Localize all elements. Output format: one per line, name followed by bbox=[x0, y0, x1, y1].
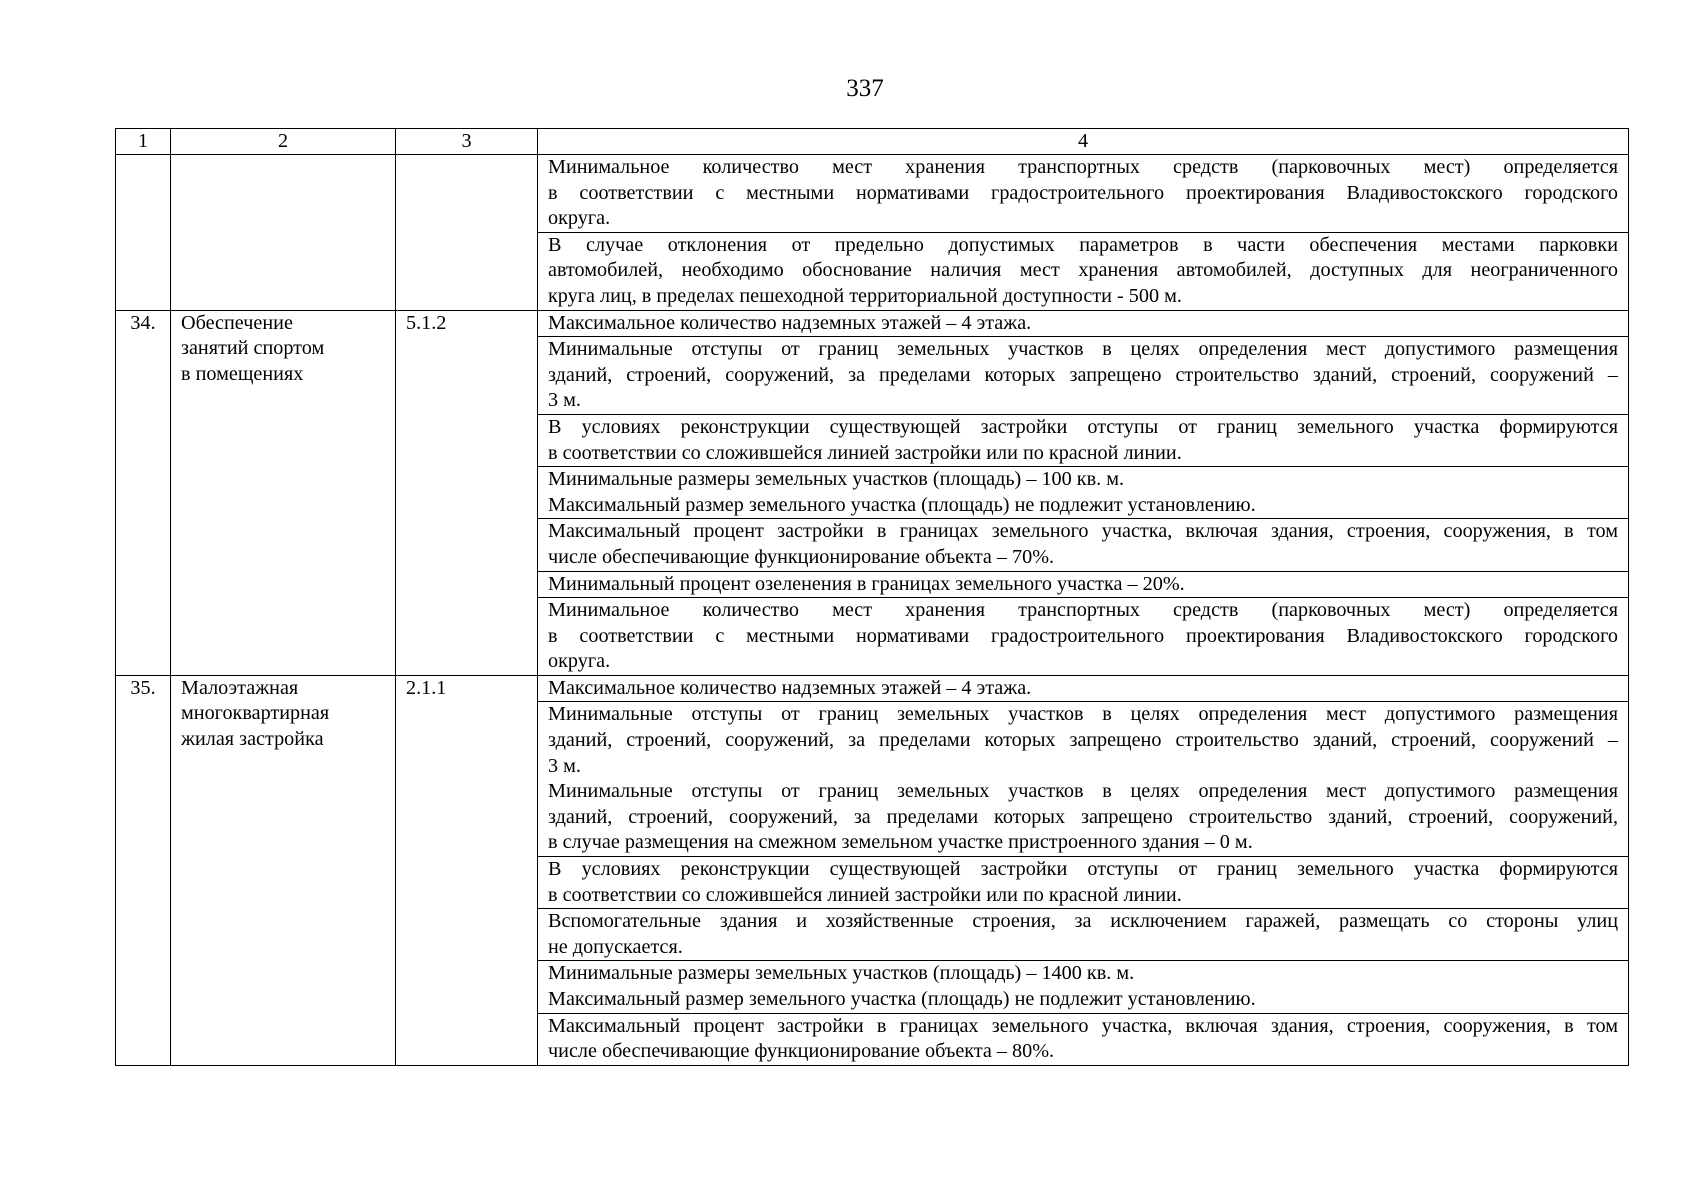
parameter-line: Максимальный размер земельного участка (площадь) не подлежит установлению. bbox=[548, 988, 1256, 1010]
parameter-line: Минимальный процент озеленения в границах земельного участка – 20%. bbox=[548, 572, 1185, 595]
parameter-cell bbox=[538, 414, 1629, 466]
parameter-cell bbox=[538, 675, 1629, 702]
parameter-line: округа. bbox=[548, 207, 611, 230]
parameter-cell bbox=[538, 232, 1629, 310]
parameter-line: зданий, строений, сооружений, за пределами которых запрещено строительство зданий, строений, сооружений – bbox=[548, 363, 1618, 386]
parameter-cell bbox=[538, 857, 1629, 909]
land-use-name-cell bbox=[171, 675, 396, 1065]
header-cell-2: 2 bbox=[171, 129, 396, 155]
parameter-line: числе обеспечивающие функционирование объекта – 70%. bbox=[548, 545, 1055, 568]
land-use-name-line: многоквартирная bbox=[181, 702, 330, 725]
parameter-cell bbox=[538, 909, 1629, 961]
parameter-line: в соответствии с местными нормативами градостроительного проектирования Владивостокского городского bbox=[548, 624, 1618, 647]
table-row bbox=[116, 310, 1629, 337]
table-row bbox=[116, 155, 1629, 233]
header-cell-1: 1 bbox=[116, 129, 171, 155]
parameter-line: 3 м. bbox=[548, 754, 581, 777]
regulations-table-body bbox=[116, 129, 1629, 1066]
page-number: 337 bbox=[846, 75, 884, 102]
parameter-line: В условиях реконструкции существующей застройки отступы от границ земельного участка формируются bbox=[548, 858, 1618, 881]
land-use-name-cell bbox=[171, 155, 396, 311]
parameter-line: Максимальное количество надземных этажей – 4 этажа. bbox=[548, 311, 1032, 334]
parameter-cell bbox=[538, 961, 1629, 1013]
parameter-cell bbox=[538, 702, 1629, 857]
land-use-name-line: в помещениях bbox=[181, 362, 304, 385]
land-use-name-cell bbox=[171, 310, 396, 675]
row-number-cell bbox=[116, 155, 171, 311]
parameter-cell bbox=[538, 598, 1629, 676]
parameter-line: Вспомогательные здания и хозяйственные строения, за исключением гаражей, размещать со стороны улиц bbox=[548, 910, 1618, 933]
land-use-code-cell: 2.1.1 bbox=[396, 675, 538, 1065]
parameter-line: автомобилей, необходимо обоснование наличия мест хранения автомобилей, доступных для неограниченного bbox=[548, 259, 1618, 282]
parameter-cell bbox=[538, 571, 1629, 598]
parameter-line: В случае отклонения от предельно допустимых параметров в части обеспечения местами парковки bbox=[548, 233, 1618, 256]
parameter-line: Максимальный размер земельного участка (площадь) не подлежит установлению. bbox=[548, 493, 1256, 516]
row-number-cell: 34. bbox=[116, 310, 171, 675]
parameter-line: не допускается. bbox=[548, 935, 683, 958]
header-cell-4: 4 bbox=[538, 129, 1629, 155]
parameter-line: 3 м. bbox=[548, 389, 581, 412]
parameter-line: Минимальные размеры земельных участков (площадь) – 1400 кв. м. bbox=[548, 962, 1135, 985]
parameter-line: в случае размещения на смежном земельном участке пристроенного здания – 0 м. bbox=[548, 831, 1253, 854]
parameter-line: в соответствии с местными нормативами градостроительного проектирования Владивостокского городского bbox=[548, 181, 1618, 204]
table-row bbox=[116, 675, 1629, 702]
parameter-line: Максимальный процент застройки в границах земельного участка, включая здания, строения, сооружения, в том bbox=[548, 1014, 1618, 1037]
land-use-code-cell bbox=[396, 155, 538, 311]
header-row bbox=[116, 129, 1629, 155]
land-use-code-cell: 5.1.2 bbox=[396, 310, 538, 675]
row-number-cell: 35. bbox=[116, 675, 171, 1065]
parameter-line: Минимальные отступы от границ земельных участков в целях определения мест допустимого размещения bbox=[548, 780, 1618, 803]
parameter-line: Минимальные отступы от границ земельных участков в целях определения мест допустимого размещения bbox=[548, 338, 1618, 361]
parameter-line: числе обеспечивающие функционирование объекта – 80%. bbox=[548, 1040, 1055, 1063]
parameter-line: зданий, строений, сооружений, за пределами которых запрещено строительство зданий, строений, сооружений – bbox=[548, 729, 1618, 752]
header-cell-3: 3 bbox=[396, 129, 538, 155]
parameter-cell bbox=[538, 337, 1629, 415]
parameter-cell bbox=[538, 519, 1629, 571]
parameter-line: зданий, строений, сооружений, за пределами которых запрещено строительство зданий, строений, сооружений, bbox=[548, 805, 1618, 828]
parameter-cell bbox=[538, 310, 1629, 337]
parameter-cell bbox=[538, 1013, 1629, 1065]
parameter-line: округа. bbox=[548, 650, 611, 673]
parameter-line: Минимальные размеры земельных участков (площадь) – 100 кв. м. bbox=[548, 468, 1125, 491]
land-use-name-line: занятий спортом bbox=[181, 337, 325, 360]
parameter-line: Минимальное количество мест хранения транспортных средств (парковочных мест) определяется bbox=[548, 599, 1618, 622]
parameter-line: Минимальные отступы от границ земельных участков в целях определения мест допустимого размещения bbox=[548, 703, 1618, 726]
parameter-line: Максимальный процент застройки в границах земельного участка, включая здания, строения, сооружения, в том bbox=[548, 520, 1618, 543]
parameter-line: в соответствии со сложившейся линией застройки или по красной линии. bbox=[548, 441, 1182, 464]
parameter-line: круга лиц, в пределах пешеходной территориальной доступности - 500 м. bbox=[548, 284, 1182, 307]
land-use-name-line: Малоэтажная bbox=[181, 676, 299, 699]
regulations-table bbox=[115, 128, 1629, 1066]
land-use-name-line: жилая застройка bbox=[181, 728, 324, 751]
parameter-line: В условиях реконструкции существующей застройки отступы от границ земельного участка формируются bbox=[548, 415, 1618, 438]
parameter-line: в соответствии со сложившейся линией застройки или по красной линии. bbox=[548, 883, 1182, 906]
land-use-name-line: Обеспечение bbox=[181, 311, 293, 334]
parameter-cell bbox=[538, 155, 1629, 233]
parameter-line: Максимальное количество надземных этажей – 4 этажа. bbox=[548, 676, 1032, 699]
parameter-line: Минимальное количество мест хранения транспортных средств (парковочных мест) определяется bbox=[548, 156, 1618, 178]
parameter-cell bbox=[538, 467, 1629, 519]
